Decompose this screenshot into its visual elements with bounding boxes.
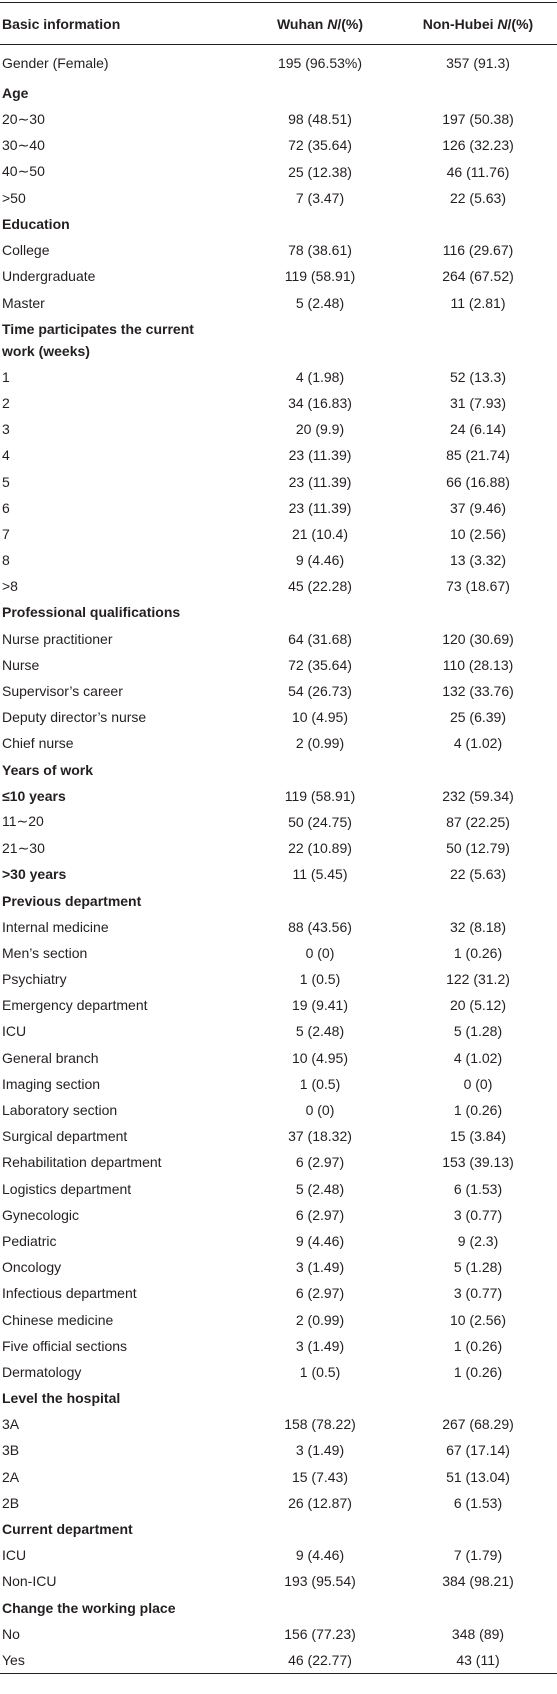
section-header-row bbox=[0, 887, 557, 913]
row-label: Infectious department bbox=[2, 1285, 137, 1302]
section-header-row bbox=[0, 599, 557, 625]
non-hubei-value: 43 (11) bbox=[399, 1647, 557, 1674]
table-row bbox=[0, 992, 557, 1018]
wuhan-value: 1 (0.5) bbox=[299, 971, 341, 988]
wuhan-value: 23 (11.39) bbox=[288, 447, 352, 464]
table-row bbox=[0, 1176, 557, 1202]
table-row bbox=[0, 1123, 557, 1149]
section-label: Time participates the current work (weeks) bbox=[2, 320, 194, 359]
non-hubei-value: 11 (2.81) bbox=[450, 294, 506, 311]
row-label: 4 bbox=[2, 447, 10, 464]
wuhan-value: 2 (0.99) bbox=[295, 1311, 345, 1328]
non-hubei-value: 15 (3.84) bbox=[449, 1128, 507, 1145]
non-hubei-value: 22 (5.63) bbox=[449, 866, 507, 883]
table-row bbox=[0, 1280, 557, 1306]
non-hubei-value: 51 (13.04) bbox=[446, 1468, 510, 1485]
wuhan-value: 21 (10.4) bbox=[291, 525, 349, 542]
row-label: 2 bbox=[2, 394, 10, 411]
header-basic-information: Basic information bbox=[0, 3, 241, 45]
row-label: Non-ICU bbox=[2, 1573, 57, 1590]
row-label: 21∼30 bbox=[2, 839, 45, 856]
wuhan-value: 98 (48.51) bbox=[288, 111, 352, 128]
non-hubei-value: 37 (9.46) bbox=[449, 499, 507, 516]
non-hubei-value: 7 (1.79) bbox=[453, 1547, 503, 1564]
table-row bbox=[0, 1018, 557, 1044]
table-row bbox=[0, 1228, 557, 1254]
wuhan-value: 10 (4.95) bbox=[291, 1049, 349, 1066]
non-hubei-value: 87 (22.25) bbox=[446, 813, 510, 830]
row-label: Nurse bbox=[2, 656, 40, 673]
non-hubei-value: 153 (39.13) bbox=[442, 1154, 514, 1171]
row-label: ICU bbox=[2, 1547, 27, 1564]
non-hubei-value: 25 (6.39) bbox=[449, 709, 507, 726]
wuhan-value: 5 (2.48) bbox=[295, 1180, 345, 1197]
non-hubei-value: 1 (0.26) bbox=[453, 1102, 503, 1119]
row-label: Psychiatry bbox=[2, 971, 67, 988]
header-wuhan-n: N bbox=[327, 15, 338, 32]
row-label: General branch bbox=[2, 1049, 99, 1066]
non-hubei-value bbox=[399, 599, 557, 625]
row-label: 2B bbox=[2, 1494, 20, 1511]
row-label: 5 bbox=[2, 473, 10, 490]
row-label: 1 bbox=[2, 368, 10, 385]
non-hubei-value: 22 (5.63) bbox=[449, 189, 507, 206]
table-row bbox=[0, 1647, 557, 1674]
wuhan-value bbox=[241, 80, 399, 106]
section-label: Change the working place bbox=[2, 1599, 176, 1616]
table-row bbox=[0, 626, 557, 652]
row-label: No bbox=[2, 1625, 20, 1642]
section-header-row bbox=[0, 1595, 557, 1621]
wuhan-value: 34 (16.83) bbox=[288, 394, 352, 411]
row-label: Five official sections bbox=[2, 1337, 128, 1354]
non-hubei-value: 126 (32.23) bbox=[442, 137, 514, 154]
table-row bbox=[0, 1149, 557, 1175]
wuhan-value: 9 (4.46) bbox=[295, 1547, 345, 1564]
non-hubei-value bbox=[399, 316, 557, 364]
row-label: Rehabilitation department bbox=[2, 1154, 162, 1171]
table-row bbox=[0, 1621, 557, 1647]
section-label: Level the hospital bbox=[2, 1390, 121, 1407]
wuhan-value: 10 (4.95) bbox=[291, 709, 349, 726]
wuhan-value: 23 (11.39) bbox=[288, 473, 352, 490]
wuhan-value: 45 (22.28) bbox=[288, 578, 352, 595]
wuhan-value: 26 (12.87) bbox=[288, 1494, 352, 1511]
table-header bbox=[0, 3, 557, 45]
section-label: Professional qualifications bbox=[2, 604, 181, 621]
non-hubei-value: 1 (0.26) bbox=[453, 944, 503, 961]
non-hubei-value bbox=[399, 887, 557, 913]
table-row bbox=[0, 263, 557, 289]
wuhan-value: 11 (5.45) bbox=[292, 866, 348, 883]
non-hubei-value: 32 (8.18) bbox=[449, 918, 507, 935]
wuhan-value: 158 (78.22) bbox=[284, 1416, 356, 1433]
row-label: 20∼30 bbox=[2, 110, 45, 127]
wuhan-value: 54 (26.73) bbox=[288, 683, 352, 700]
row-label: 11∼20 bbox=[2, 813, 44, 830]
non-hubei-value: 9 (2.3) bbox=[457, 1232, 499, 1249]
row-label: Dermatology bbox=[2, 1363, 82, 1380]
row-label: Deputy director’s nurse bbox=[2, 709, 147, 726]
table-row bbox=[0, 521, 557, 547]
table-row bbox=[0, 1306, 557, 1332]
section-header-row bbox=[0, 757, 557, 783]
wuhan-value: 3 (1.49) bbox=[295, 1337, 345, 1354]
non-hubei-value bbox=[399, 1516, 557, 1542]
wuhan-value: 64 (31.68) bbox=[288, 630, 352, 647]
non-hubei-value: 5 (1.28) bbox=[453, 1023, 503, 1040]
header-non-hubei-prefix: Non-Hubei bbox=[422, 15, 498, 32]
section-label: Years of work bbox=[2, 761, 94, 778]
wuhan-value: 15 (7.43) bbox=[291, 1468, 349, 1485]
wuhan-value bbox=[241, 1516, 399, 1542]
section-label: Education bbox=[2, 216, 70, 233]
table-row bbox=[0, 1411, 557, 1437]
wuhan-value: 46 (22.77) bbox=[241, 1647, 399, 1674]
table-row bbox=[0, 390, 557, 416]
wuhan-value: 9 (4.46) bbox=[295, 1232, 345, 1249]
non-hubei-value: 52 (13.3) bbox=[449, 368, 507, 385]
non-hubei-value: 357 (91.3) bbox=[446, 54, 510, 71]
wuhan-value: 50 (24.75) bbox=[288, 813, 352, 830]
row-label: Yes bbox=[0, 1647, 241, 1674]
table-row bbox=[0, 730, 557, 756]
row-label: Emergency department bbox=[2, 997, 148, 1014]
wuhan-value bbox=[241, 599, 399, 625]
demographics-table bbox=[0, 2, 557, 1674]
row-label: Oncology bbox=[2, 1259, 62, 1276]
wuhan-value bbox=[241, 211, 399, 237]
row-label: Gender (Female) bbox=[2, 54, 109, 71]
non-hubei-value: 110 (28.13) bbox=[442, 656, 514, 673]
non-hubei-value: 264 (67.52) bbox=[442, 268, 514, 285]
table-row bbox=[0, 159, 557, 185]
table-row bbox=[0, 468, 557, 494]
header-non-hubei-n: N bbox=[497, 15, 508, 32]
wuhan-value: 0 (0) bbox=[305, 944, 335, 961]
table-row bbox=[0, 704, 557, 730]
wuhan-value: 19 (9.41) bbox=[291, 997, 349, 1014]
row-label: >50 bbox=[2, 189, 26, 206]
table-row bbox=[0, 547, 557, 573]
wuhan-value: 119 (58.91) bbox=[284, 787, 356, 804]
wuhan-value: 6 (2.97) bbox=[295, 1154, 345, 1171]
table-row bbox=[0, 966, 557, 992]
non-hubei-value: 73 (18.67) bbox=[446, 578, 510, 595]
wuhan-value: 1 (0.5) bbox=[299, 1363, 341, 1380]
table-row bbox=[0, 678, 557, 704]
non-hubei-value: 20 (5.12) bbox=[449, 997, 507, 1014]
wuhan-value bbox=[241, 1595, 399, 1621]
row-label: Chief nurse bbox=[2, 735, 74, 752]
table-row bbox=[0, 1097, 557, 1123]
non-hubei-value: 31 (7.93) bbox=[449, 394, 507, 411]
table-row bbox=[0, 1437, 557, 1463]
wuhan-value: 195 (96.53%) bbox=[277, 54, 363, 71]
row-label: 2A bbox=[2, 1468, 20, 1485]
wuhan-value: 5 (2.48) bbox=[295, 294, 345, 311]
wuhan-value: 4 (1.98) bbox=[295, 368, 345, 385]
section-label: Previous department bbox=[2, 892, 142, 909]
row-label: College bbox=[2, 242, 50, 259]
non-hubei-value: 120 (30.69) bbox=[442, 630, 514, 647]
table-row bbox=[0, 1490, 557, 1516]
non-hubei-value: 66 (16.88) bbox=[446, 473, 510, 490]
wuhan-value bbox=[241, 887, 399, 913]
table-row bbox=[0, 106, 557, 132]
non-hubei-value: 0 (0) bbox=[463, 1075, 493, 1092]
table-row bbox=[0, 914, 557, 940]
wuhan-value: 22 (10.89) bbox=[288, 840, 352, 857]
table-row bbox=[0, 495, 557, 521]
row-label: Undergraduate bbox=[2, 268, 96, 285]
non-hubei-value: 116 (29.67) bbox=[442, 242, 514, 259]
table-row bbox=[0, 783, 557, 809]
non-hubei-value: 1 (0.26) bbox=[453, 1337, 503, 1354]
non-hubei-value: 232 (59.34) bbox=[442, 787, 514, 804]
table-row bbox=[0, 45, 557, 81]
wuhan-value bbox=[241, 316, 399, 364]
row-label: 40∼50 bbox=[2, 163, 45, 180]
table-row bbox=[0, 1045, 557, 1071]
header-wuhan-prefix: Wuhan bbox=[276, 15, 328, 32]
row-label: ≤10 years bbox=[2, 787, 66, 804]
row-label: Internal medicine bbox=[2, 918, 109, 935]
table-row bbox=[0, 652, 557, 678]
non-hubei-value bbox=[399, 211, 557, 237]
non-hubei-value: 4 (1.02) bbox=[453, 1049, 503, 1066]
table-row bbox=[0, 1254, 557, 1280]
non-hubei-value: 1 (0.26) bbox=[453, 1363, 503, 1380]
section-header-row bbox=[0, 80, 557, 106]
wuhan-value: 9 (4.46) bbox=[295, 552, 345, 569]
non-hubei-value: 24 (6.14) bbox=[449, 421, 507, 438]
non-hubei-value: 10 (2.56) bbox=[449, 525, 507, 542]
table-row bbox=[0, 1202, 557, 1228]
row-label: Nurse practitioner bbox=[2, 630, 113, 647]
row-label: Master bbox=[2, 294, 45, 311]
wuhan-value: 3 (1.49) bbox=[295, 1259, 345, 1276]
non-hubei-value: 348 (89) bbox=[451, 1625, 505, 1642]
row-label: Surgical department bbox=[2, 1128, 128, 1145]
row-label: Pediatric bbox=[2, 1232, 57, 1249]
wuhan-value: 37 (18.32) bbox=[288, 1128, 352, 1145]
row-label: 7 bbox=[2, 525, 10, 542]
row-label: 3B bbox=[2, 1442, 20, 1459]
section-header-row bbox=[0, 1385, 557, 1411]
non-hubei-value: 85 (21.74) bbox=[446, 447, 510, 464]
table-row bbox=[0, 809, 557, 835]
wuhan-value: 78 (38.61) bbox=[288, 242, 352, 259]
wuhan-value: 23 (11.39) bbox=[288, 499, 352, 516]
table-row bbox=[0, 835, 557, 861]
wuhan-value: 20 (9.9) bbox=[295, 421, 345, 438]
non-hubei-value: 267 (68.29) bbox=[442, 1416, 514, 1433]
non-hubei-value: 122 (31.2) bbox=[446, 971, 510, 988]
wuhan-value: 3 (1.49) bbox=[295, 1442, 345, 1459]
header-wuhan-suffix: /(%) bbox=[337, 15, 364, 32]
non-hubei-value: 197 (50.38) bbox=[442, 111, 514, 128]
row-label: 6 bbox=[2, 499, 10, 516]
wuhan-value bbox=[241, 757, 399, 783]
row-label: 8 bbox=[2, 552, 10, 569]
wuhan-value: 6 (2.97) bbox=[295, 1206, 345, 1223]
table-row bbox=[0, 132, 557, 158]
non-hubei-value bbox=[399, 80, 557, 106]
non-hubei-value bbox=[399, 757, 557, 783]
row-label: 30∼40 bbox=[2, 136, 45, 153]
section-label: Age bbox=[2, 85, 29, 102]
wuhan-value bbox=[241, 1385, 399, 1411]
row-label: Imaging section bbox=[2, 1075, 101, 1092]
wuhan-value: 0 (0) bbox=[305, 1102, 335, 1119]
table-row bbox=[0, 940, 557, 966]
wuhan-value: 2 (0.99) bbox=[295, 735, 345, 752]
wuhan-value: 156 (77.23) bbox=[284, 1625, 356, 1642]
non-hubei-value: 50 (12.79) bbox=[446, 840, 510, 857]
header-wuhan bbox=[241, 3, 399, 45]
row-label: 3 bbox=[2, 421, 10, 438]
section-header-row bbox=[0, 211, 557, 237]
header-row bbox=[0, 3, 557, 45]
row-label: ICU bbox=[2, 1023, 27, 1040]
table-row bbox=[0, 573, 557, 599]
non-hubei-value: 67 (17.14) bbox=[446, 1442, 510, 1459]
wuhan-value: 72 (35.64) bbox=[288, 137, 352, 154]
row-label: Chinese medicine bbox=[2, 1311, 114, 1328]
table-row bbox=[0, 364, 557, 390]
row-label: 3A bbox=[2, 1416, 20, 1433]
non-hubei-value: 3 (0.77) bbox=[453, 1206, 503, 1223]
table-row bbox=[0, 1071, 557, 1097]
table-row bbox=[0, 1568, 557, 1594]
row-label: Supervisor’s career bbox=[2, 683, 123, 700]
wuhan-value: 1 (0.5) bbox=[299, 1075, 341, 1092]
table-row bbox=[0, 1542, 557, 1568]
wuhan-value: 193 (95.54) bbox=[284, 1573, 356, 1590]
wuhan-value: 6 (2.97) bbox=[295, 1285, 345, 1302]
non-hubei-value: 384 (98.21) bbox=[442, 1573, 514, 1590]
wuhan-value: 7 (3.47) bbox=[295, 189, 345, 206]
table-body bbox=[0, 45, 557, 1674]
non-hubei-value: 5 (1.28) bbox=[453, 1259, 503, 1276]
table-row bbox=[0, 861, 557, 887]
table-row bbox=[0, 442, 557, 468]
table-row bbox=[0, 1359, 557, 1385]
table-row bbox=[0, 185, 557, 211]
non-hubei-value bbox=[399, 1385, 557, 1411]
non-hubei-value: 13 (3.32) bbox=[449, 552, 507, 569]
non-hubei-value: 3 (0.77) bbox=[453, 1285, 503, 1302]
wuhan-value: 72 (35.64) bbox=[288, 656, 352, 673]
table-row bbox=[0, 237, 557, 263]
header-non-hubei-suffix: /(%) bbox=[507, 15, 534, 32]
non-hubei-value bbox=[399, 1595, 557, 1621]
table-row bbox=[0, 416, 557, 442]
row-label: >8 bbox=[2, 578, 18, 595]
wuhan-value: 5 (2.48) bbox=[295, 1023, 345, 1040]
row-label: Logistics department bbox=[2, 1180, 132, 1197]
row-label: Laboratory section bbox=[2, 1102, 118, 1119]
wuhan-value: 88 (43.56) bbox=[288, 918, 352, 935]
non-hubei-value: 132 (33.76) bbox=[442, 683, 514, 700]
non-hubei-value: 46 (11.76) bbox=[446, 163, 510, 180]
wuhan-value: 25 (12.38) bbox=[288, 163, 352, 180]
row-label: Men’s section bbox=[2, 944, 88, 961]
wuhan-value: 119 (58.91) bbox=[284, 268, 356, 285]
non-hubei-value: 4 (1.02) bbox=[453, 735, 503, 752]
section-label: Current department bbox=[2, 1521, 133, 1538]
row-label: >30 years bbox=[2, 866, 67, 883]
non-hubei-value: 6 (1.53) bbox=[453, 1494, 503, 1511]
table-row bbox=[0, 290, 557, 316]
non-hubei-value: 6 (1.53) bbox=[453, 1180, 503, 1197]
section-header-row bbox=[0, 1516, 557, 1542]
table-row bbox=[0, 1333, 557, 1359]
section-header-row bbox=[0, 316, 557, 364]
non-hubei-value: 10 (2.56) bbox=[449, 1311, 507, 1328]
row-label: Gynecologic bbox=[2, 1206, 80, 1223]
header-non-hubei bbox=[399, 3, 557, 45]
table-row bbox=[0, 1464, 557, 1490]
